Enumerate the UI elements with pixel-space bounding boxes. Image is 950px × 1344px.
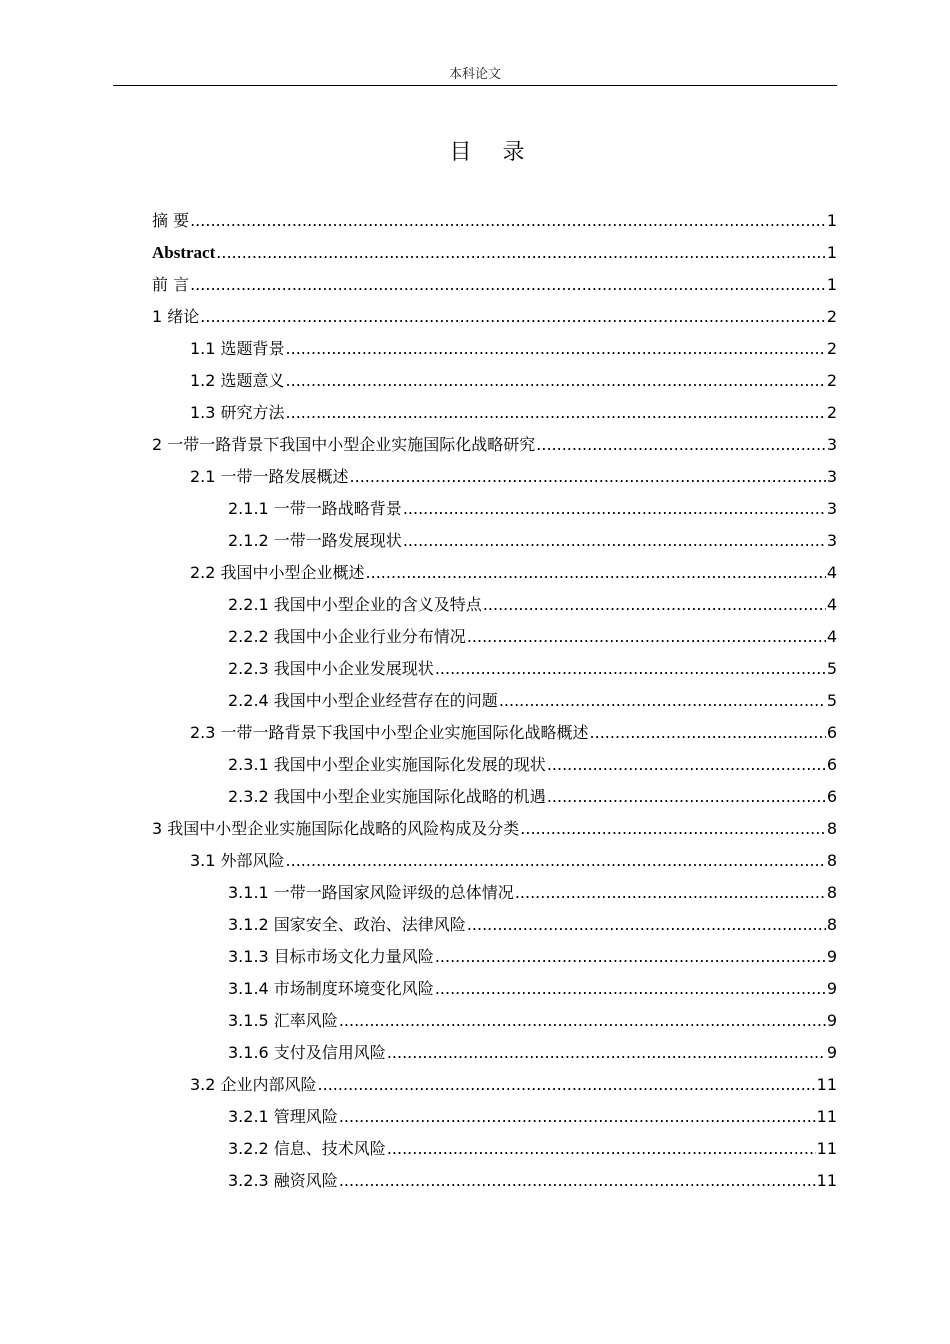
dot-leader bbox=[350, 461, 826, 493]
toc-entry-page-number: 6 bbox=[826, 787, 837, 806]
toc-entry[interactable] bbox=[152, 909, 837, 941]
toc-entry[interactable] bbox=[152, 269, 837, 301]
dot-leader bbox=[403, 493, 826, 525]
toc-entry-label: 2.2.4 我国中小型企业经营存在的问题 bbox=[228, 691, 498, 710]
toc-entry-label: 3 我国中小型企业实施国际化战略的风险构成及分类 bbox=[152, 819, 520, 838]
toc-entry[interactable] bbox=[152, 813, 837, 845]
toc-entry-page-number: 2 bbox=[826, 339, 837, 358]
toc-entry[interactable] bbox=[152, 557, 837, 589]
toc-entry-page-number: 11 bbox=[816, 1171, 837, 1190]
dot-leader bbox=[435, 653, 826, 685]
toc-entry-label: 3.2.3 融资风险 bbox=[228, 1171, 338, 1190]
toc-entry[interactable] bbox=[152, 1101, 837, 1133]
toc-entry[interactable] bbox=[152, 845, 837, 877]
toc-entry-page-number: 4 bbox=[826, 563, 837, 582]
toc-entry[interactable] bbox=[152, 333, 837, 365]
toc-entry-label: 2.3.2 我国中小型企业实施国际化战略的机遇 bbox=[228, 787, 546, 806]
dot-leader bbox=[435, 941, 826, 973]
toc-entry-page-number: 6 bbox=[826, 723, 837, 742]
toc-entry-label: 1 绪论 bbox=[152, 307, 200, 326]
toc-entry-label: 摘 要 bbox=[152, 211, 190, 230]
toc-entry-label: 3.1.3 目标市场文化力量风险 bbox=[228, 947, 434, 966]
toc-entry[interactable] bbox=[152, 589, 837, 621]
toc-entry-label: 3.1.4 市场制度环境变化风险 bbox=[228, 979, 434, 998]
toc-entry-page-number: 8 bbox=[826, 819, 837, 838]
toc-entry-label: 2.2.3 我国中小企业发展现状 bbox=[228, 659, 434, 678]
toc-entry-label: 3.2 企业内部风险 bbox=[190, 1075, 317, 1094]
toc-title: 目 录 bbox=[449, 140, 537, 165]
toc-entry[interactable] bbox=[152, 717, 837, 749]
toc-entry[interactable] bbox=[152, 749, 837, 781]
toc-entry[interactable] bbox=[152, 653, 837, 685]
toc-entry-page-number: 9 bbox=[826, 1011, 837, 1030]
toc-entry-page-number: 5 bbox=[826, 659, 837, 678]
toc-entry[interactable] bbox=[152, 397, 837, 429]
toc-entry[interactable] bbox=[152, 1133, 837, 1165]
toc-entry-page-number: 1 bbox=[826, 211, 837, 230]
toc-entry-label: 2.3 一带一路背景下我国中小型企业实施国际化战略概述 bbox=[190, 723, 589, 742]
toc-entry[interactable] bbox=[152, 205, 837, 237]
toc-entry[interactable] bbox=[152, 877, 837, 909]
toc-entry[interactable] bbox=[152, 1165, 837, 1197]
toc-entry-page-number: 9 bbox=[826, 979, 837, 998]
toc-entry[interactable] bbox=[152, 621, 837, 653]
toc-entry-page-number: 3 bbox=[826, 499, 837, 518]
dot-leader bbox=[339, 1005, 826, 1037]
toc-entry-label: 3.1 外部风险 bbox=[190, 851, 285, 870]
toc-entry-page-number: 8 bbox=[826, 851, 837, 870]
toc-entry[interactable] bbox=[152, 237, 837, 269]
header-rule bbox=[113, 85, 837, 86]
toc-entry[interactable] bbox=[152, 1069, 837, 1101]
dot-leader bbox=[387, 1037, 826, 1069]
dot-leader bbox=[286, 845, 826, 877]
dot-leader bbox=[467, 909, 826, 941]
toc-entry-page-number: 11 bbox=[816, 1075, 837, 1094]
table-of-contents bbox=[152, 205, 837, 1197]
toc-entry-page-number: 1 bbox=[826, 275, 837, 294]
toc-entry-label: 3.1.1 一带一路国家风险评级的总体情况 bbox=[228, 883, 514, 902]
dot-leader bbox=[339, 1165, 816, 1197]
toc-entry-label: Abstract bbox=[152, 243, 216, 262]
toc-entry-page-number: 4 bbox=[826, 595, 837, 614]
dot-leader bbox=[547, 749, 826, 781]
dot-leader bbox=[403, 525, 826, 557]
dot-leader bbox=[536, 429, 826, 461]
toc-entry-page-number: 2 bbox=[826, 403, 837, 422]
toc-entry-page-number: 1 bbox=[826, 243, 837, 262]
toc-entry-label: 2 一带一路背景下我国中小型企业实施国际化战略研究 bbox=[152, 435, 536, 454]
toc-entry-label: 3.1.5 汇率风险 bbox=[228, 1011, 338, 1030]
dot-leader bbox=[590, 717, 826, 749]
dot-leader bbox=[190, 205, 826, 237]
dot-leader bbox=[339, 1101, 816, 1133]
dot-leader bbox=[547, 781, 826, 813]
toc-entry[interactable] bbox=[152, 461, 837, 493]
toc-entry-page-number: 6 bbox=[826, 755, 837, 774]
dot-leader bbox=[286, 333, 826, 365]
toc-entry[interactable] bbox=[152, 941, 837, 973]
toc-entry[interactable] bbox=[152, 301, 837, 333]
dot-leader bbox=[216, 237, 826, 269]
toc-entry[interactable] bbox=[152, 429, 837, 461]
toc-entry-label: 2.2.1 我国中小型企业的含义及特点 bbox=[228, 595, 482, 614]
toc-entry-page-number: 11 bbox=[816, 1107, 837, 1126]
toc-entry-page-number: 9 bbox=[826, 1043, 837, 1062]
toc-entry[interactable] bbox=[152, 685, 837, 717]
toc-entry-page-number: 8 bbox=[826, 915, 837, 934]
toc-entry-page-number: 4 bbox=[826, 627, 837, 646]
dot-leader bbox=[483, 589, 826, 621]
toc-entry[interactable] bbox=[152, 493, 837, 525]
toc-entry-label: 2.2 我国中小型企业概述 bbox=[190, 563, 365, 582]
toc-entry-page-number: 11 bbox=[816, 1139, 837, 1158]
dot-leader bbox=[435, 973, 826, 1005]
toc-entry[interactable] bbox=[152, 525, 837, 557]
dot-leader bbox=[467, 621, 826, 653]
toc-entry-label: 2.1.1 一带一路战略背景 bbox=[228, 499, 402, 518]
dot-leader bbox=[286, 397, 826, 429]
toc-entry[interactable] bbox=[152, 1037, 837, 1069]
dot-leader bbox=[200, 301, 826, 333]
toc-entry-page-number: 3 bbox=[826, 435, 837, 454]
dot-leader bbox=[515, 877, 826, 909]
dot-leader bbox=[520, 813, 826, 845]
toc-entry-label: 2.3.1 我国中小型企业实施国际化发展的现状 bbox=[228, 755, 546, 774]
toc-entry-page-number: 3 bbox=[826, 531, 837, 550]
toc-entry-label: 3.2.2 信息、技术风险 bbox=[228, 1139, 386, 1158]
dot-leader bbox=[190, 269, 826, 301]
toc-entry-label: 2.1 一带一路发展概述 bbox=[190, 467, 349, 486]
dot-leader bbox=[366, 557, 826, 589]
toc-entry[interactable] bbox=[152, 781, 837, 813]
dot-leader bbox=[318, 1069, 816, 1101]
page-header: 本科论文 bbox=[448, 67, 501, 82]
toc-entry-page-number: 8 bbox=[826, 883, 837, 902]
dot-leader bbox=[387, 1133, 816, 1165]
toc-entry[interactable] bbox=[152, 973, 837, 1005]
toc-entry-label: 2.2.2 我国中小企业行业分布情况 bbox=[228, 627, 466, 646]
toc-entry-label: 3.1.2 国家安全、政治、法律风险 bbox=[228, 915, 466, 934]
dot-leader bbox=[286, 365, 826, 397]
toc-entry-label: 前 言 bbox=[152, 275, 190, 294]
toc-entry-page-number: 3 bbox=[826, 467, 837, 486]
toc-entry[interactable] bbox=[152, 1005, 837, 1037]
toc-entry-page-number: 9 bbox=[826, 947, 837, 966]
toc-entry-label: 1.1 选题背景 bbox=[190, 339, 285, 358]
dot-leader bbox=[499, 685, 826, 717]
toc-entry[interactable] bbox=[152, 365, 837, 397]
toc-entry-page-number: 5 bbox=[826, 691, 837, 710]
toc-entry-label: 3.2.1 管理风险 bbox=[228, 1107, 338, 1126]
toc-entry-label: 1.3 研究方法 bbox=[190, 403, 285, 422]
toc-entry-page-number: 2 bbox=[826, 371, 837, 390]
toc-entry-label: 1.2 选题意义 bbox=[190, 371, 285, 390]
toc-entry-label: 2.1.2 一带一路发展现状 bbox=[228, 531, 402, 550]
toc-entry-page-number: 2 bbox=[826, 307, 837, 326]
toc-entry-label: 3.1.6 支付及信用风险 bbox=[228, 1043, 386, 1062]
